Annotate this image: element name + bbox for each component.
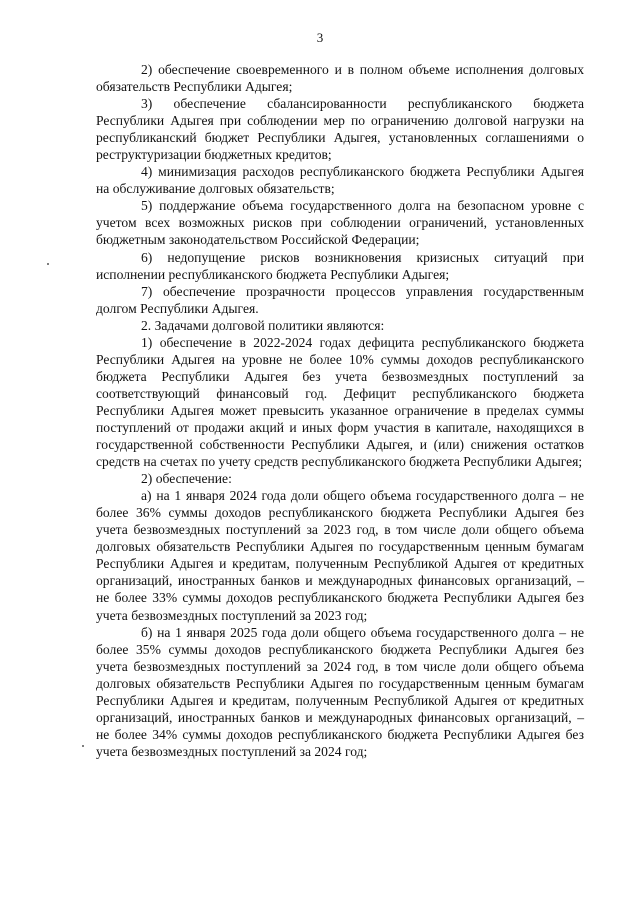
paragraph-goal-3: 3) обеспечение сбалансированности республиканского бюджета Республики Адыгея при соблюдении мер по ограничению долговой нагрузки на республиканский бюджет Республики Адыгея, установленных соглашениями о реструктуризации бюджетных кредитов; [96,96,584,163]
paragraph-goal-6: 6) недопущение рисков возникновения кризисных ситуаций при исполнении республиканского бюджета Республики Адыгея; [96,249,584,282]
section-heading-tasks: 2. Задачами долговой политики являются: [141,317,385,333]
paragraph-task-1: 1) обеспечение в 2022-2024 годах дефицита республиканского бюджета Республики Адыгея на уровне не более 10% суммы доходов республиканского бюджета Республики Адыгея без учета безвозмездных поступлений за соответствующий финансовый год. Дефицит республиканского бюджета Республики Адыгея может превысить указанное ограничение в пределах суммы поступлений от продажи акций и иных форм участия в капитале, находящихся в государственной собственности Республики Адыгея, и (или) снижения остатков средств на счетах по учету средств республиканского бюджета Республики Адыгея; [96,334,584,470]
paragraph-task-2b: б) на 1 января 2025 года доли общего объема государственного долга – не более 35% суммы доходов республиканского бюджета Республики Адыгея без учета безвозмездных поступлений за 2024 год, в том числе доли общего объема долговых обязательств Республики Адыгея по государственным ценным бумагам Республики Адыгея и кредитам, полученным Республикой Адыгея от кредитных организаций, иностранных банков и международных финансовых организаций, – не более 34% суммы доходов республиканского бюджета Республики Адыгея без учета безвозмездных поступлений за 2024 год; [96,624,584,759]
scan-speck [82,745,84,747]
paragraph-task-2: 2) обеспечение: [141,471,232,487]
paragraph-goal-4: 4) минимизация расходов республиканского бюджета Республики Адыгея на обслуживание долговых обязательств; [96,164,584,197]
scan-speck [47,263,49,265]
paragraph-goal-5: 5) поддержание объема государственного долга на безопасном уровне с учетом всех возможных рисков при соблюдении ограничений, установленных бюджетным законодательством Российской Федерации; [96,198,584,248]
paragraph-task-2a: а) на 1 января 2024 года доли общего объема государственного долга – не более 36% суммы доходов республиканского бюджета Республики Адыгея без учета безвозмездных поступлений за 2023 год, в том числе доли общего объема долговых обязательств Республики Адыгея по государственным ценным бумагам Республики Адыгея и кредитам, полученным Республикой Адыгея от кредитных организаций, иностранных банков и международных финансовых организаций, – не более 33% суммы доходов республиканского бюджета Республики Адыгея без учета безвозмездных поступлений за 2023 год; [96,488,584,623]
paragraph-goal-7: 7) обеспечение прозрачности процессов управления государственным долгом Республики Адыгея. [96,283,584,316]
page-number: 3 [316,30,324,45]
document-body [96,61,584,760]
paragraph-goal-2: 2) обеспечение своевременного и в полном объеме исполнения долговых обязательств Республики Адыгея; [96,62,584,95]
